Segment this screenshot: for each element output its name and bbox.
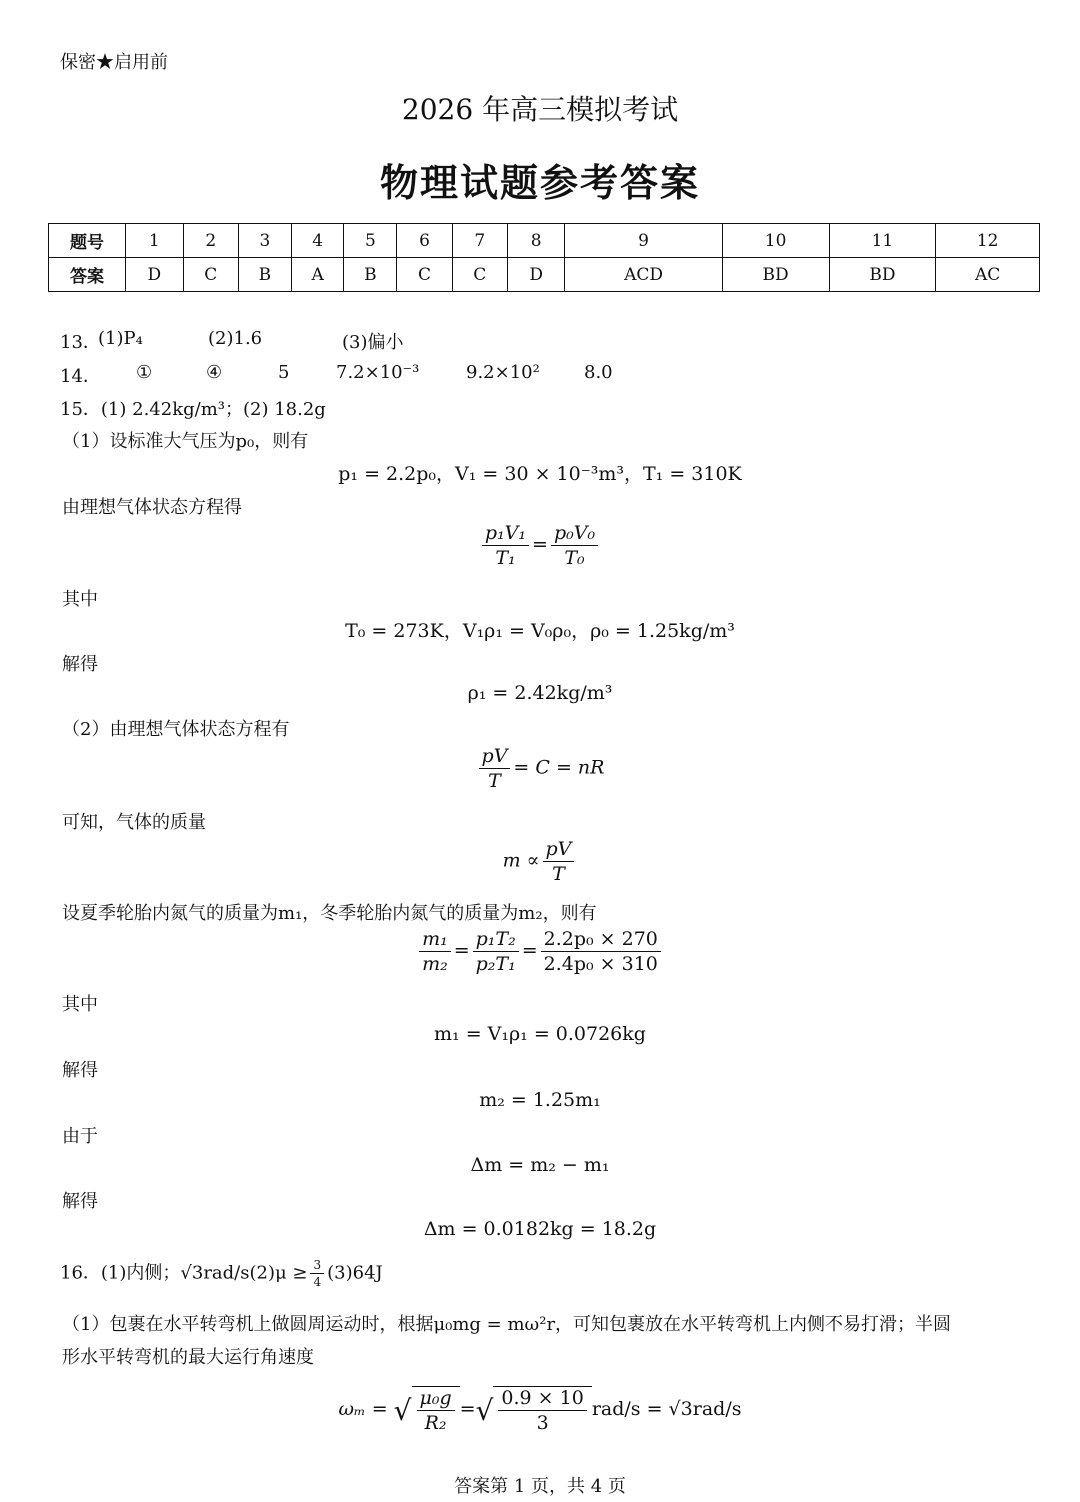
q15-summary: 15．(1) 2.42kg/m³；(2) 18.2g <box>60 399 326 420</box>
table-cell: C <box>183 258 238 292</box>
q15-equation-10: Δm = m₂ − m₁ <box>470 1154 610 1176</box>
q15-line-7: 设夏季轮胎内氮气的质量为m₁，冬季轮胎内氮气的质量为m₂，则有 <box>62 903 597 924</box>
square-root: √ $\frac{\text{μ₀g}}{\text{R₂}}$ <box>394 1386 460 1434</box>
denominator: m₂ <box>422 953 448 975</box>
q13-number: 13． <box>60 332 101 353</box>
denominator: T <box>488 770 501 792</box>
table-cell: 4 <box>292 224 344 258</box>
table-cell: 11 <box>829 224 936 258</box>
document-title: 物理试题参考答案 <box>379 160 700 205</box>
fraction <box>482 522 529 569</box>
equation-rest: = C = nR <box>513 756 605 779</box>
q15-line-3: 其中 <box>62 589 98 610</box>
numerator: μ₀g <box>417 1387 455 1411</box>
numerator: pV <box>543 838 575 862</box>
q14-number: 14． <box>60 366 101 387</box>
q15-line-4: 解得 <box>62 654 98 675</box>
numerator: 2.2p₀ × 270 <box>541 928 661 952</box>
q16-equation: ωₘ = √ $\frac{\text{μ₀g}}{\text{R₂}}$ =√ $\frac{0.9 \times 10}{3}$ rad/s = √3rad/s <box>338 1387 742 1434</box>
fraction <box>417 1387 455 1434</box>
numerator: pV <box>479 745 511 769</box>
numerator: p₁V₁ <box>482 522 529 546</box>
fraction <box>498 1387 586 1434</box>
table-cell: D <box>507 258 565 292</box>
q14-answer-3: 5 <box>278 362 290 383</box>
q14-answer-2: ④ <box>206 362 223 383</box>
q14-answer-6: 8.0 <box>584 362 613 383</box>
denominator: R₂ <box>424 1412 447 1434</box>
q15-line-2: 由理想气体状态方程得 <box>62 497 242 518</box>
denominator: 2.4p₀ × 310 <box>543 953 658 975</box>
q15-equation-9: m₂ = 1.25m₁ <box>479 1089 601 1111</box>
q15-line-10: 由于 <box>62 1126 98 1147</box>
fraction <box>543 838 575 885</box>
table-cell: 9 <box>565 224 722 258</box>
denominator: T₀ <box>564 547 585 569</box>
table-cell: 3 <box>238 224 291 258</box>
confidential-mark: 保密★启用前 <box>60 52 168 73</box>
q15-equation-4: ρ₁ = 2.42kg/m³ <box>467 682 613 704</box>
page-footer: 答案第 1 页，共 4 页 <box>454 1476 626 1497</box>
table-cell: 7 <box>452 224 507 258</box>
equation-left: ωₘ = <box>338 1398 388 1420</box>
fraction <box>541 928 661 975</box>
table-cell: 6 <box>397 224 452 258</box>
denominator: T₁ <box>495 547 516 569</box>
q15-line-11: 解得 <box>62 1191 98 1212</box>
q16-summary <box>60 1258 383 1289</box>
table-row-numbers <box>49 224 1040 258</box>
table-cell: 12 <box>936 224 1040 258</box>
q13-answer-2: (2)1.6 <box>208 328 263 349</box>
summary-part-a: 16．(1)内侧；√3rad/s(2)μ ≥ <box>60 1262 308 1284</box>
table-cell: ACD <box>565 258 722 292</box>
table-cell: B <box>238 258 291 292</box>
fraction <box>473 928 519 975</box>
q15-equation-6 <box>0 838 1080 885</box>
denominator: p₂T₁ <box>475 953 516 975</box>
q16-line-1: （1）包裹在水平转弯机上做圆周运动时，根据μ₀mg = mω²r，可知包裹放在水平转弯机上内侧不易打滑；半圆 <box>62 1314 952 1335</box>
q14-answer-4: 7.2×10⁻³ <box>336 362 420 383</box>
q14-answer-1: ① <box>136 362 153 383</box>
table-cell: BD <box>722 258 829 292</box>
answer-table <box>48 223 1040 292</box>
denominator: 4 <box>313 1275 322 1289</box>
q15-equation-2: $\frac{\text{p₁V₁}}{\text{T₁}}$ = $\frac{\text{p₀V₀}}{\text{T₀}}$ <box>0 522 1080 569</box>
numerator: 0.9 × 10 <box>498 1387 586 1411</box>
q15-line-9: 解得 <box>62 1060 98 1081</box>
q15-equation-8: m₁ = V₁ρ₁ = 0.0726kg <box>434 1023 646 1045</box>
fraction <box>551 522 598 569</box>
numerator: m₁ <box>419 928 451 952</box>
table-cell: C <box>397 258 452 292</box>
q14-answer-5: 9.2×10² <box>466 362 540 383</box>
q15-equation-7: $\frac{\text{m₁}}{\text{m₂}}$ = $\frac{\text{p₁T₂}}{\text{p₂T₁}}$ = $\frac{\text{2.2p₀ × 270}}{\text{2.4p₀ × 310}}$ <box>0 928 1080 975</box>
fraction <box>419 928 451 975</box>
q15-equation-11: Δm = 0.0182kg = 18.2g <box>423 1218 657 1240</box>
summary-part-b: (3)64J <box>327 1262 383 1284</box>
numerator: 3 <box>310 1258 324 1274</box>
table-cell: BD <box>829 258 936 292</box>
table-cell: D <box>126 258 184 292</box>
denominator: T <box>552 863 565 885</box>
table-cell: C <box>452 258 507 292</box>
equation-right: rad/s = √3rad/s <box>591 1398 742 1420</box>
fraction <box>310 1258 324 1289</box>
numerator: p₀V₀ <box>551 522 598 546</box>
table-cell: AC <box>936 258 1040 292</box>
table-cell: 8 <box>507 224 565 258</box>
table-cell: 10 <box>722 224 829 258</box>
equation-left: m ∝ <box>502 849 540 872</box>
q13-answer-1: (1)P₄ <box>98 328 143 349</box>
table-cell: 1 <box>126 224 184 258</box>
table-cell: B <box>344 258 397 292</box>
exam-title: 2026 年高三模拟考试 <box>401 93 679 126</box>
table-cell: 2 <box>183 224 238 258</box>
table-cell: 5 <box>344 224 397 258</box>
denominator: 3 <box>536 1412 549 1434</box>
q15-line-6: 可知，气体的质量 <box>62 812 206 833</box>
square-root: √ $\frac{0.9 \times 10}{3}$ <box>476 1386 592 1434</box>
fraction <box>479 745 511 792</box>
q16-line-2: 形水平转弯机的最大运行角速度 <box>62 1347 314 1368</box>
q15-equation-5 <box>0 745 1080 792</box>
row-label-number: 题号 <box>49 224 126 258</box>
q13-answer-3: (3)偏小 <box>342 332 404 353</box>
numerator: p₁T₂ <box>473 928 519 952</box>
q15-line-8: 其中 <box>62 994 98 1015</box>
row-label-answer: 答案 <box>49 258 126 292</box>
table-cell: A <box>292 258 344 292</box>
q15-equation-1: p₁ = 2.2p₀，V₁ = 30 × 10⁻³m³，T₁ = 310K <box>338 463 742 485</box>
table-row-answers <box>49 258 1040 292</box>
q15-line-1: （1）设标准大气压为p₀，则有 <box>62 431 309 452</box>
q15-equation-3: T₀ = 273K，V₁ρ₁ = V₀ρ₀，ρ₀ = 1.25kg/m³ <box>345 620 735 642</box>
q15-line-5: （2）由理想气体状态方程有 <box>62 719 290 740</box>
